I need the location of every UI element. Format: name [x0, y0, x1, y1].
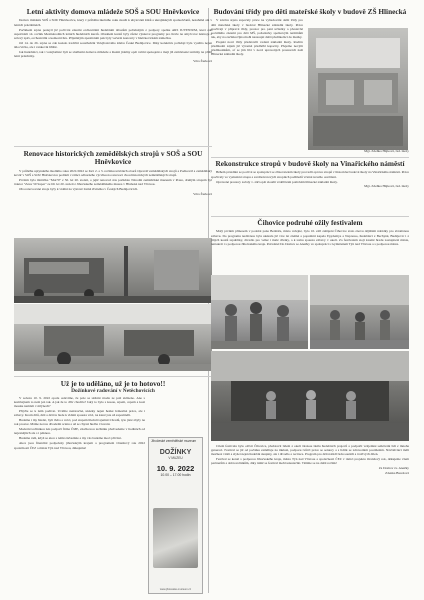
article-summer-activities: [14, 8, 212, 63]
poster-title: DOŽÍNKY: [159, 448, 192, 456]
article-renovation: [14, 150, 212, 196]
article-signature: Věra Žurková: [193, 191, 212, 196]
article-paragraph: Budeme i my hledat, byli třeba a velcí, pod stupem hledali tajemství hradů, tyto jisté zbyly na rok prostor. Máme novou divadelní scénu a už se chystá hudba i bavení.: [14, 418, 145, 427]
article-paragraph: Akce jsou finančně podpořeny jihočeským krajem a programem Oranžový rok 2022 společností ČEZ a města Týn nad Vltavou, děkujeme!: [14, 441, 145, 450]
article-paragraph: Budeme rádi, když se akce s námi zúčastníte a my vás budeme moci přivítat.: [19, 436, 122, 441]
article-festival-continued: [211, 444, 409, 475]
article-subtitle: Dožínkové radování v Netěchovicích: [71, 388, 155, 395]
article-paragraph: Počátkem srpna poskytl již počtvrté zázemí orchestrální hudebním táborům pořádaným z podpory spolku ARS IUVENIUM, kterí zde uspořádali 14. ročník Mezinárodních letních hudebních kurzů. Obsahem kurzů byly různé výukové programy pro hráče na smyčcové nástroje a sólový zpěv, orchestrální a komorní hru. Přijemným zpestřením pak byly večerní koncerty v hněvkovickém zámečku.: [14, 27, 212, 40]
article-signature: Za Domov sv. Anežky: [378, 466, 409, 471]
photo-festival-stage: [211, 351, 409, 441]
article-paragraph: Od 14. do 26. srpna se zde konalo tradiční soustředění Volejbalového klubu České Budějovice. Díky kolektivu pořádají byla využita nejen tělocvična, ale i venkovní hřiště.: [14, 40, 212, 49]
article-title: Už je to uděláno, už je to hotovo!!: [60, 379, 166, 388]
article-signature: Zdenka Burešová: [385, 470, 409, 475]
poster-illustration: [153, 508, 198, 568]
article-paragraph: Opravené prostory začaly 1. září opět sloužit vzdělávání potřebám hlinecké základní školy.: [216, 179, 338, 184]
photo-festival-children: [310, 275, 409, 349]
article-signature: Mgr. Zdeňka Hájková, řed. školy: [364, 184, 409, 189]
article-festival: [211, 219, 409, 247]
article-title: Čihovice podruhé ožily festivalem: [257, 218, 363, 227]
poster-url: www.jihoceske-muzeum.cz: [159, 588, 192, 591]
article-signature: Věra Žurková: [193, 59, 212, 63]
article-paragraph: Festival se konal s podporou Jihočeského kraje, města Týn nad Vltavou a společnosti ČEZ v rámci projektu Oranžový rok, děkujeme všem partnerům a dobrovolníkům, díky nimž se festival mohl uskutečnit. Těšíme se na další ročník!: [211, 457, 409, 466]
article-paragraph: Jak hudebníci, tak i volejbalisté byli se službami domova mládeže a školní jídelny opět velmi spokojeni a mají již zamluvené termíny na příští letní prázdniny.: [14, 49, 212, 59]
article-separator: [14, 376, 212, 377]
photo-classroom-construction: [308, 28, 408, 150]
article-paragraph: Oba renovované stroje byly k vidění na výstavě Země živitelka v Českých Budějovicích.: [19, 187, 138, 192]
article-paragraph: Cílem festivalu bylo oživit Čihovice, představit lidem z okolí širokou škálu hudebních projevů a podpořit vzájemné setkávání lidí z mnoha generací. Festival se již od počátku zaměřuje na inkluzi, podporu tvůrčí práce se seniory a s lidmi se zdravotním postižením. Návštěvníci měli možnost vidět a slyšet nejen hudební skupiny, ale i divadlo a recitace. Program pro děti nabídl řadu soutěží a tvořivých dílen.: [211, 444, 409, 457]
photo-festival-crowd: [211, 275, 308, 349]
article-paragraph: V závěru srpna započaly práce na vybudování další třídy pro děti mateřské školy v budově Hlinecké základní školy. Práce spočívají v přípravě třídy, prostor pro paní učitelky a přestavbě sociálního zázemí pro děti MŠ, požadavky spolkovým termínům tak, aby na začátku října mohl nastoupit další předškoláci do školky.: [211, 18, 303, 40]
poster-time: 10.00 – 17.00 hodin: [160, 472, 191, 477]
article-title: Letní aktivity domova mládeže SOŠ a SOU Hněvkovice: [26, 7, 200, 16]
article-separator: [211, 157, 409, 158]
poster-subtitle: V MUZEU: [168, 455, 183, 460]
article-paragraph: Malý prvním přínosem v podobě pana Bednáře, místo veřejné, bylo 10. září zahájení Čihovice stalo znovu dějištěm nabídky pro sbratřenou zábavu. Do programu nedávnou byla ukázala již více let známá a populární kapela Epydemye a Nepresso, hudebníci z Bechyně, Budějovic i z jiných koutů republiky, divadlo pro velké i malé diváky, a k tomu spousta zábavy v okolí. Za festivalem stojí kromě hradu zastupitelé města, tentokrát i s podporou Jihočeského kraje. Pořadatel Do Domov se Anežky ve spolupráci s Gymnáziem Týn nad Vltavou a s podporou města.: [211, 229, 409, 246]
article-paragraph: Přijďte se k nám podívat. Uvidíte nenáročné, ukázky nejen hezké řemeslné práce, ale i zábavy. Krom dílů, dětí a dětí tu bude k vidění spousta věcí, na které jste už zapomněli.: [14, 409, 145, 418]
photo-bus-exhibition: [14, 238, 212, 303]
article-paragraph: V průběhu uplynulého školního roku 2021/2022 se žáci 2. a 3. ročníku učebních oborů Opravář zemědělských strojů a Podkovář a zemědělský kovář v SOŠ a SOU Hněvkovice podíleli v rámci odborného výcviku na renovaci dvou historických zemědělských strojů.: [14, 168, 212, 177]
article-ceiling-reconstruction: [211, 160, 409, 189]
article-signature: Mgr. Zdeňka Hájková, řed. školy: [364, 149, 409, 153]
article-paragraph: Prvním byla mlátička "MA70" z 50. let 20. století, o jejíž renovaci nás požádalo Národní zemědělské muzeum v Praze, druhým strojem byl traktor "Zetor 50 Super" ze 60. let 20. století z Jihočeského zemědělského muzea v Hluboké nad Vltavou.: [14, 177, 212, 187]
article-title: Renovace historických zemědělských strojů v SOŠ a SOU Hněvkovice: [23, 149, 203, 167]
harvest-poster: [148, 437, 203, 594]
photo-museum-hall: [14, 304, 212, 371]
article-paragraph: V sobotu 10. 9. 2022 opolu oslavíme, že pole se sklizní úrodu ze polí sklizeno. Ano s kombajnem to není jen tak. A jak že to dřív chodilo? Jaký to bylo s kosou, srpem, cepem a kozí mouku nemleli v mlýnech?: [14, 395, 145, 409]
article-paragraph: Domov mládeže SOŠ a SOU Hněvkovice, který v průběhu školního roku slouží k ubytování žáků a ukrajinských spoluobčanů, nezahálel ani v letních prázdninách.: [14, 18, 212, 27]
article-paragraph: Projekt nové třídy představili vedení základní školy. Rodiče předškolní zájem již výrazně předběhl kapacity. Přejeme novým předškolákům, ať se jim líbí v nově upravených prostorách naší Hlinecké základní školy.: [211, 39, 303, 57]
article-paragraph: Moderní technikou nás podpoří firma ČME, značkovou techniku předvedeme v hodinách od nejzanějších ale s i pěknou.: [14, 427, 145, 436]
poster-header: Jihočeské zemědělské muzeum: [151, 439, 197, 443]
poster-date: 10. 9. 2022: [156, 463, 195, 473]
article-paragraph: Během prázdnin se poctivě se spolupráci se zřizovatelem školy provedli opravu stropů v historické budově školy na Vinařického náměstí. Práce spočívaly ve vyztužení stropu a zavěšení nových stropních podhledů včetně nového osvětlení.: [211, 170, 409, 179]
article-title: Rekonstrukce stropů v budově školy na Vinařického náměstí: [215, 159, 405, 168]
article-separator: [14, 146, 212, 147]
article-separator: [211, 216, 409, 217]
article-title: Budování třídy pro děti mateřské školy v budově ZŠ Hlinecká: [213, 7, 407, 16]
